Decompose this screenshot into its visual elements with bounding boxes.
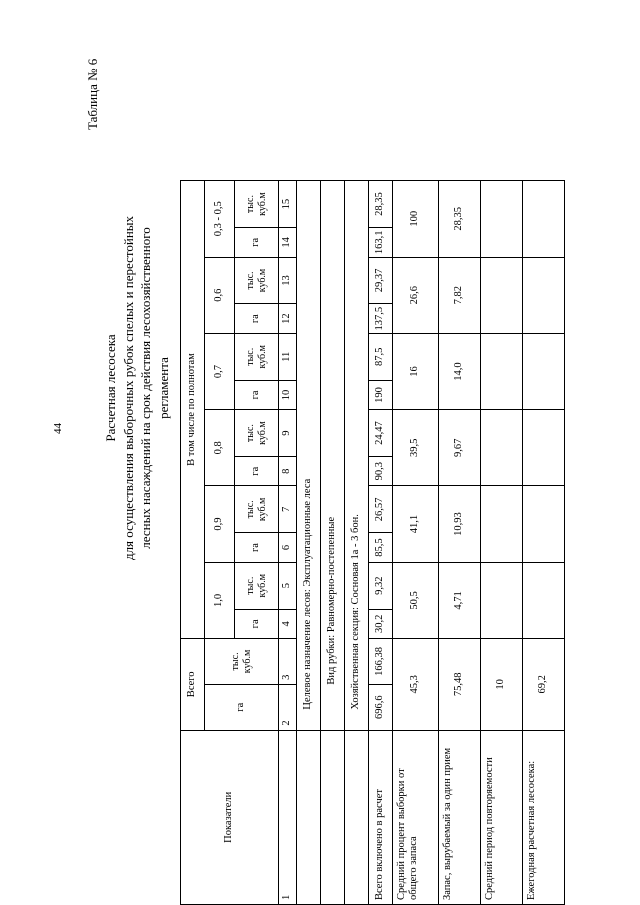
section-row [345, 181, 369, 905]
vol-header: тыс. куб.м [235, 562, 279, 609]
col-number: 9 [279, 410, 297, 457]
rotated-table-wrapper [180, 180, 549, 905]
table-cell: 24,47 [369, 410, 393, 457]
table-cell [523, 562, 565, 638]
table-cell [481, 562, 523, 638]
section-row [321, 181, 345, 905]
table-cell: 137,5 [369, 304, 393, 333]
table-cell: 16 [393, 333, 439, 409]
title-line: для осуществления выборочных рубок спелых и перестойных [120, 215, 136, 561]
table-cell [523, 181, 565, 258]
column-number-row [279, 181, 297, 905]
table-cell [481, 181, 523, 258]
col-number: 10 [279, 380, 297, 409]
table-cell: 45,3 [393, 639, 439, 731]
ha-header: га [235, 304, 279, 333]
col-number: 11 [279, 333, 297, 380]
table-cell: 26,57 [369, 486, 393, 533]
empty-cell [345, 730, 369, 904]
col-number: 12 [279, 304, 297, 333]
table-cell [523, 410, 565, 486]
row-label: Средний период повторяемости [481, 730, 523, 904]
ha-header: га [205, 684, 279, 730]
table-row [481, 181, 523, 905]
cut-type-label: Вид рубки: Равномерно-постепенные [321, 181, 345, 731]
table-row [393, 181, 439, 905]
empty-cell [321, 730, 345, 904]
col-number: 4 [279, 609, 297, 638]
vol-header: тыс. куб.м [205, 639, 279, 685]
table-cell: 14,0 [439, 333, 481, 409]
vol-header: тыс. куб.м [235, 333, 279, 380]
table-cell: 26,6 [393, 257, 439, 333]
table-row [523, 181, 565, 905]
table-cell: 163,1 [369, 228, 393, 257]
col-number: 14 [279, 228, 297, 257]
vol-header: тыс. куб.м [235, 486, 279, 533]
table-cell [523, 333, 565, 409]
cutting-area-table [180, 180, 565, 905]
table-cell [481, 486, 523, 562]
table-cell [523, 486, 565, 562]
vol-header: тыс. куб.м [235, 257, 279, 304]
table-cell: 30,2 [369, 609, 393, 638]
col-number: 8 [279, 457, 297, 486]
purpose-label: Целевое назначение лесов: Эксплуатационные леса [297, 181, 321, 731]
section-label: Хозяйственная секция: Сосновая 1а - 3 бон. [345, 181, 369, 731]
table-cell: 10 [481, 639, 523, 731]
incl-header: В том числе по полнотам [181, 181, 205, 639]
row-label: Ежегодная расчетная лесосека: [523, 730, 565, 904]
col-number: 13 [279, 257, 297, 304]
vol-header: тыс. куб.м [235, 181, 279, 228]
col-number: 1 [279, 730, 297, 904]
table-cell: 41,1 [393, 486, 439, 562]
table-cell: 39,5 [393, 410, 439, 486]
table-cell: 85,5 [369, 533, 393, 562]
row-label: Средний процент выборки от общего запаса [393, 730, 439, 904]
density-header: 1,0 [205, 562, 235, 638]
density-header: 0,3 - 0,5 [205, 181, 235, 258]
table-cell: 166,38 [369, 639, 393, 685]
title-line: Расчетная лесосека [103, 334, 118, 442]
table-title [102, 128, 173, 648]
table-cell: 50,5 [393, 562, 439, 638]
empty-cell [297, 730, 321, 904]
col-number: 15 [279, 181, 297, 228]
col-number: 3 [279, 639, 297, 685]
ha-header: га [235, 533, 279, 562]
total-header: Всего [181, 639, 205, 731]
table-cell: 9,67 [439, 410, 481, 486]
table-cell: 9,32 [369, 562, 393, 609]
section-row [297, 181, 321, 905]
density-header: 0,6 [205, 257, 235, 333]
page-number: 44 [52, 423, 64, 434]
table-caption: Таблица № 6 [85, 58, 100, 130]
ha-header: га [235, 228, 279, 257]
col-number: 5 [279, 562, 297, 609]
ha-header: га [235, 380, 279, 409]
table-row [369, 181, 393, 905]
table-cell: 4,71 [439, 562, 481, 638]
table-cell: 10,93 [439, 486, 481, 562]
vol-header: тыс. куб.м [235, 410, 279, 457]
indicators-header: Показатели [181, 730, 279, 904]
density-header: 0,8 [205, 410, 235, 486]
density-header: 0,7 [205, 333, 235, 409]
title-line: лесных насаждений на срок действия лесохозяйственного [138, 227, 154, 549]
table-cell: 29,37 [369, 257, 393, 304]
table-cell: 69,2 [523, 639, 565, 731]
table-cell: 7,82 [439, 257, 481, 333]
table-cell: 28,35 [369, 181, 393, 228]
table-cell: 87,5 [369, 333, 393, 380]
col-number: 7 [279, 486, 297, 533]
ha-header: га [235, 609, 279, 638]
density-header: 0,9 [205, 486, 235, 562]
ha-header: га [235, 457, 279, 486]
table-row [439, 181, 481, 905]
col-number: 6 [279, 533, 297, 562]
table-cell: 90,3 [369, 457, 393, 486]
table-cell: 100 [393, 181, 439, 258]
table-cell: 696,6 [369, 684, 393, 730]
table-cell [481, 333, 523, 409]
title-line: регламента [156, 357, 172, 419]
table-cell [523, 257, 565, 333]
table-cell: 28,35 [439, 181, 481, 258]
header-row [181, 181, 205, 905]
row-label: Всего включено в расчет [369, 730, 393, 904]
table-cell: 190 [369, 380, 393, 409]
table-cell: 75,48 [439, 639, 481, 731]
col-number: 2 [279, 684, 297, 730]
table-cell [481, 410, 523, 486]
row-label: Запас, вырубаемый за один прием [439, 730, 481, 904]
table-cell [481, 257, 523, 333]
